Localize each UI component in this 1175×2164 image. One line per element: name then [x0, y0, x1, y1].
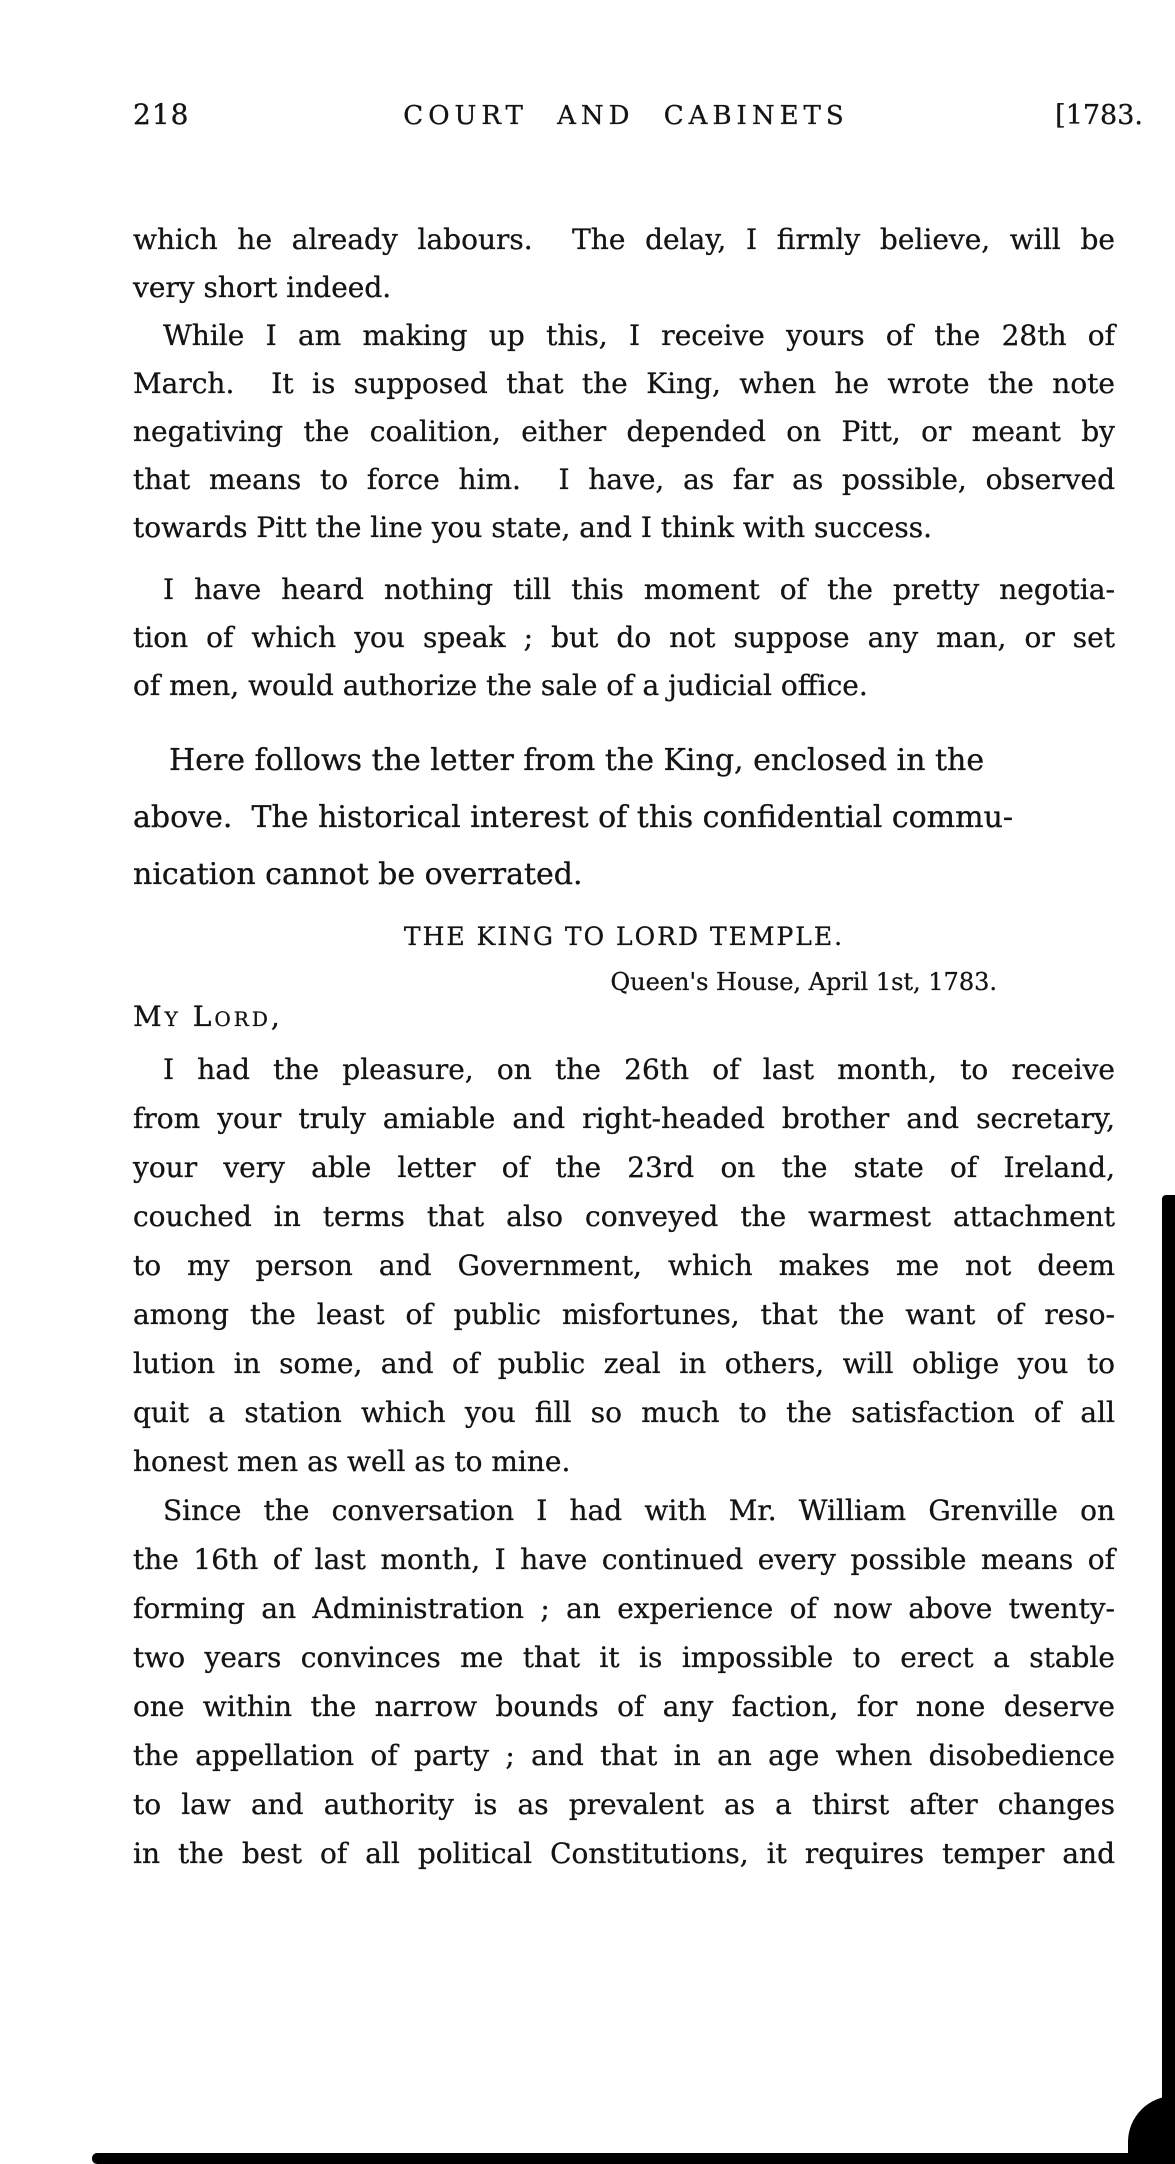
text-line: two years convinces me that it is impossible to erect a stable [133, 1641, 1115, 1674]
text-line: While I am making up this, I receive yours of the 28th of [163, 319, 1115, 352]
text-line: the 16th of last month, I have continued every possible means of [133, 1543, 1115, 1576]
text-line: Here follows the letter from the King, enclosed in the [169, 743, 985, 778]
letter-paragraph [133, 1045, 1115, 1486]
text-line: the appellation of party ; and that in an age when disobedience [133, 1739, 1115, 1772]
letter-salutation: My Lord, [133, 1000, 283, 1033]
text-line: above. The historical interest of this confidential commu- [133, 800, 1014, 835]
scan-artifact-edge-bar [1162, 1195, 1175, 2164]
text-line: towards Pitt the line you state, and I think with success. [133, 511, 932, 544]
text-line: of men, would authorize the sale of a judicial office. [133, 669, 868, 702]
text-line: which he already labours. The delay, I firmly believe, will be [133, 223, 1115, 256]
text-line: from your truly amiable and right-headed brother and secretary, [133, 1102, 1115, 1135]
text-line: your very able letter of the 23rd on the state of Ireland, [133, 1151, 1115, 1184]
book-page [133, 0, 1144, 1878]
text-line: very short indeed. [133, 271, 392, 304]
text-line: March. It is supposed that the King, when he wrote the note [133, 367, 1115, 400]
paragraph [133, 312, 1115, 552]
letter-heading: THE KING TO LORD TEMPLE. [403, 922, 845, 951]
text-line: tion of which you speak ; but do not suppose any man, or set [133, 621, 1115, 654]
letter-dateline: Queen's House, April 1st, 1783. [610, 968, 997, 996]
text-line: lution in some, and of public zeal in others, will oblige you to [133, 1347, 1115, 1380]
page-header [133, 98, 1144, 134]
paragraph-continuation [133, 216, 1115, 312]
text-line: Since the conversation I had with Mr. William Grenville on [163, 1494, 1115, 1527]
editorial-note [133, 732, 1115, 903]
text-line: nication cannot be overrated. [133, 857, 583, 892]
text-line: among the least of public misfortunes, that the want of reso- [133, 1298, 1115, 1331]
text-line: forming an Administration ; an experience of now above twenty- [133, 1592, 1115, 1625]
scan-artifact-bottom-strip [92, 2153, 1175, 2164]
running-title: COURT AND CABINETS [403, 101, 849, 131]
text-line: couched in terms that also conveyed the warmest attachment [133, 1200, 1115, 1233]
text-line: to law and authority is as prevalent as a thirst after changes [133, 1788, 1115, 1821]
text-line: one within the narrow bounds of any faction, for none deserve [133, 1690, 1115, 1723]
header-year: [1783. [1055, 100, 1144, 131]
text-line: that means to force him. I have, as far as possible, observed [133, 463, 1115, 496]
text-line: quit a station which you fill so much to the satisfaction of all [133, 1396, 1115, 1429]
text-line: in the best of all political Constitutions, it requires temper and [133, 1837, 1115, 1870]
text-line: to my person and Government, which makes me not deem [133, 1249, 1115, 1282]
letter-paragraph [133, 1486, 1115, 1878]
text-line: negativing the coalition, either depended on Pitt, or meant by [133, 415, 1115, 448]
text-line: I had the pleasure, on the 26th of last month, to receive [163, 1053, 1115, 1086]
text-line: honest men as well as to mine. [133, 1445, 571, 1478]
paragraph [133, 566, 1115, 710]
page-number: 218 [133, 98, 190, 131]
text-line: I have heard nothing till this moment of the pretty negotia- [163, 573, 1115, 606]
